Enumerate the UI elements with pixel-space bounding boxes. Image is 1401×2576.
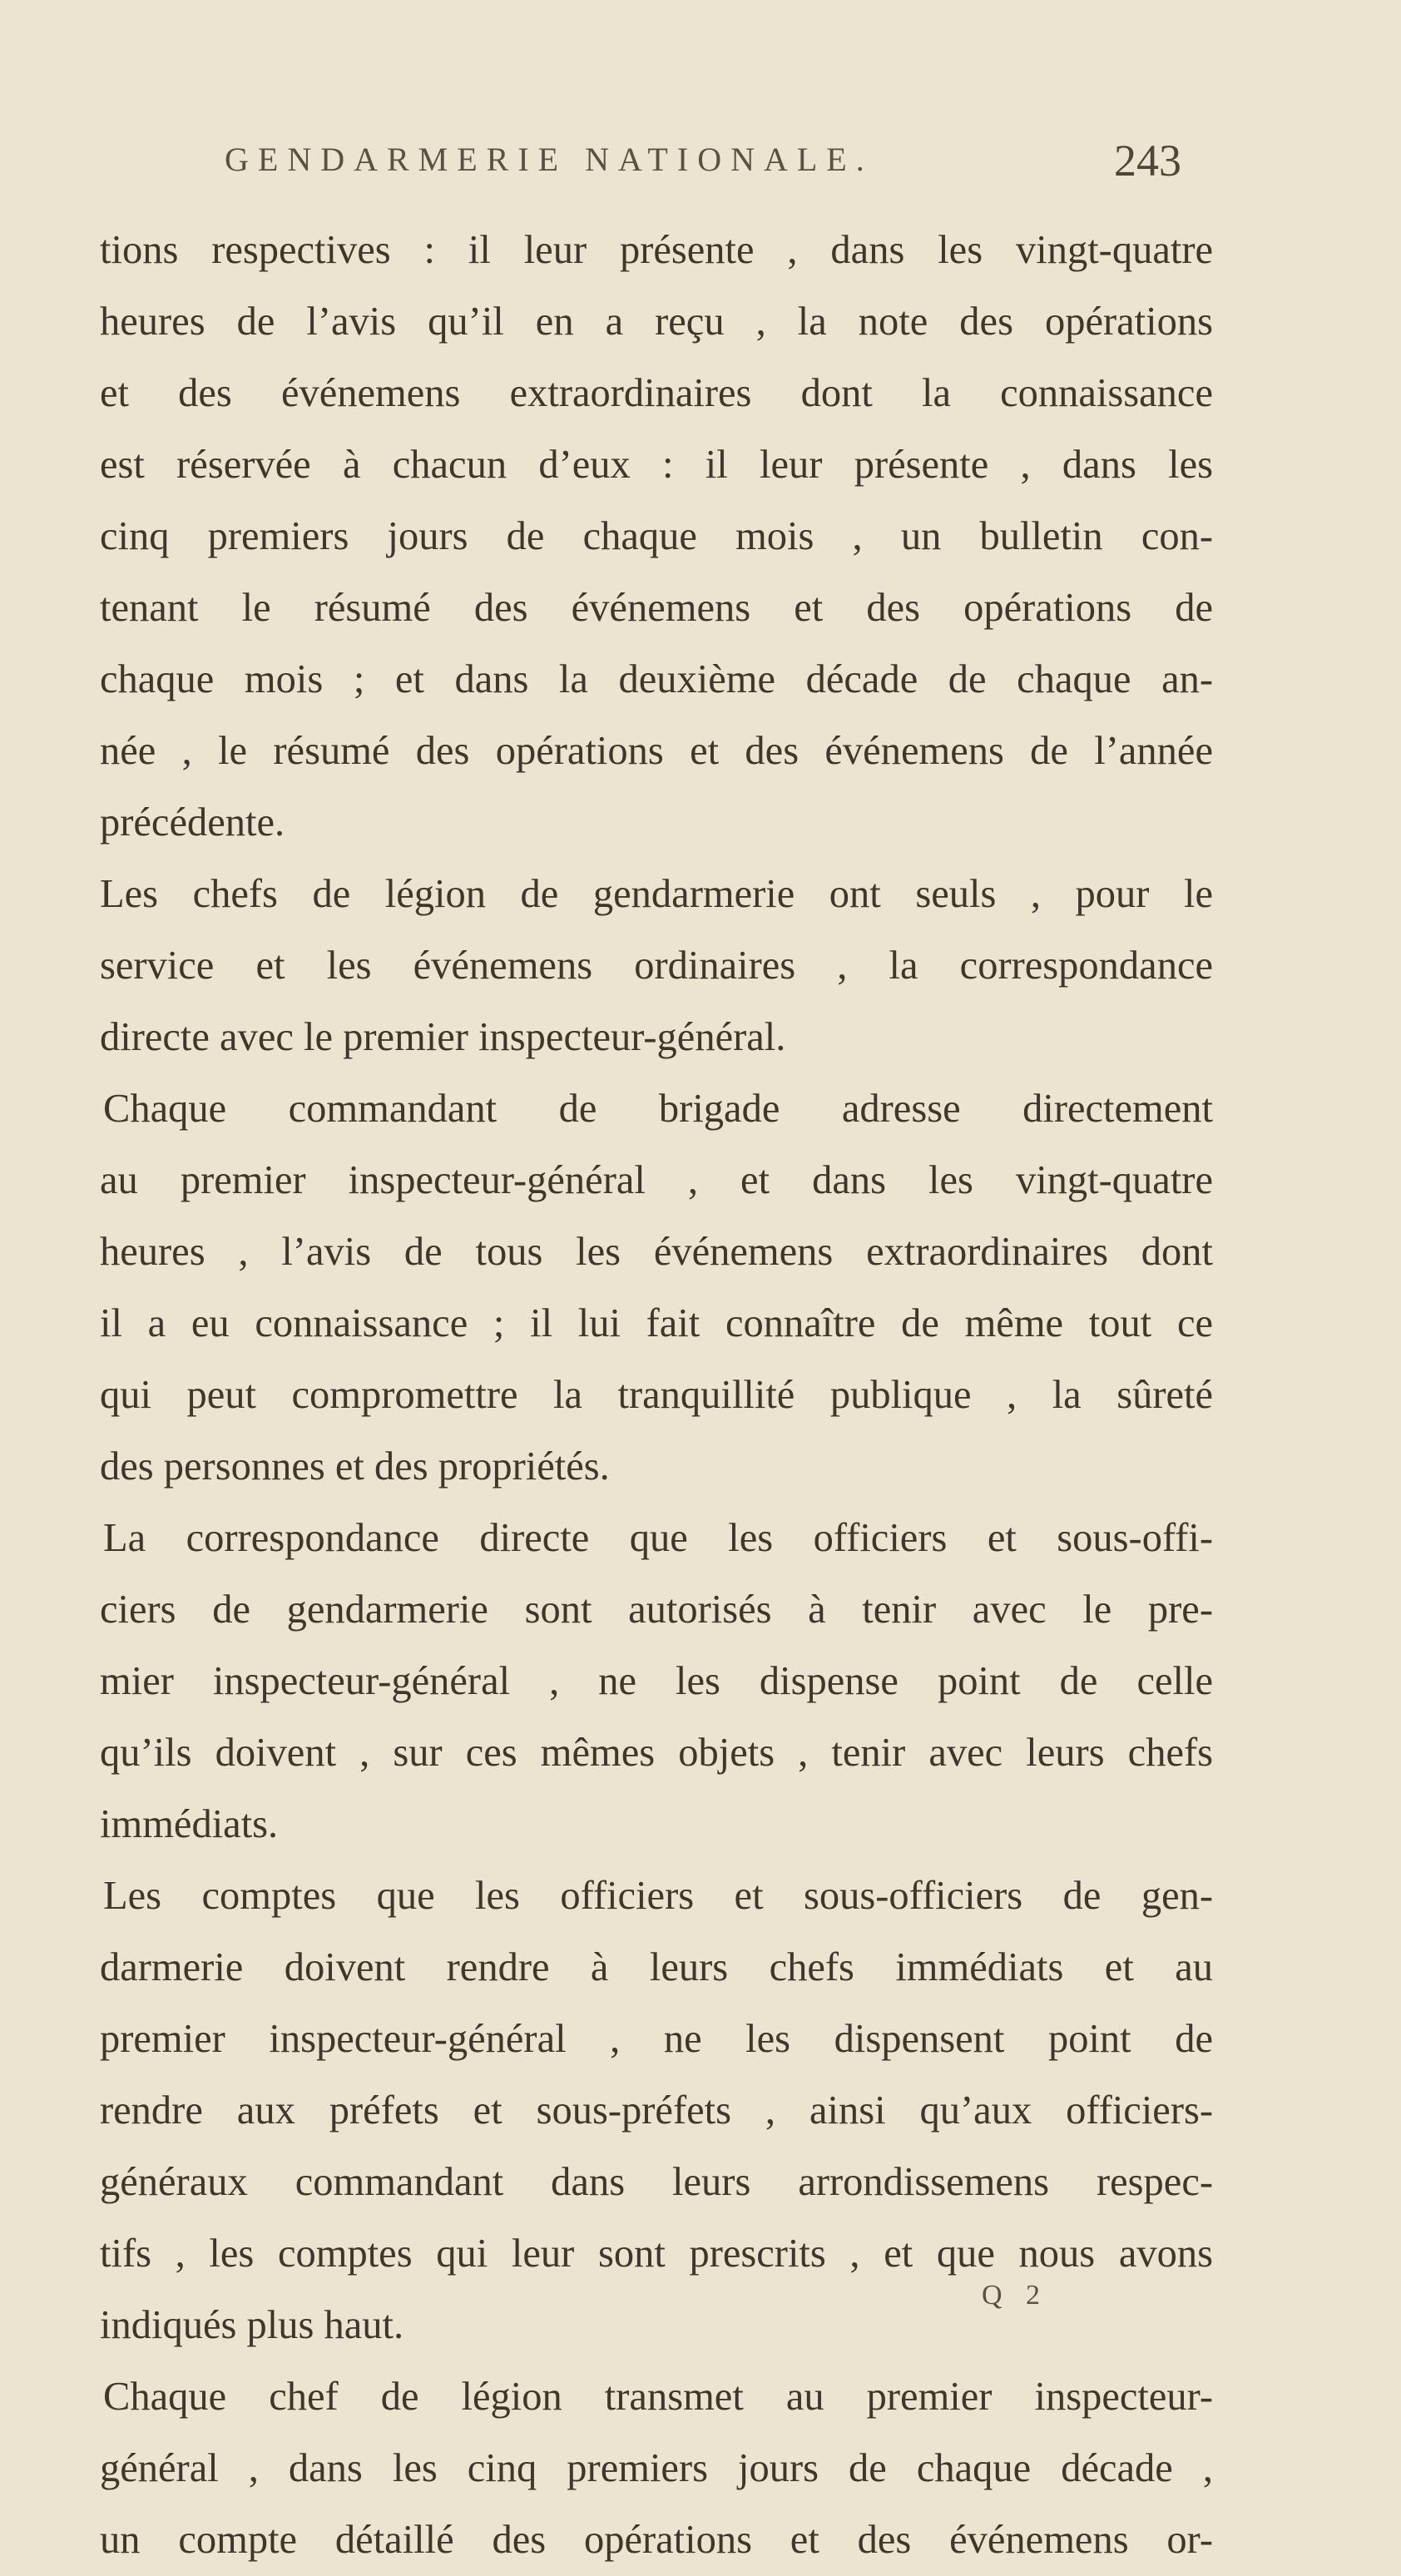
text-line: généraux commandant dans leurs arrondissemens respec-: [100, 2160, 1213, 2204]
text-line: immédiats.: [100, 1802, 279, 1846]
text-line: rendre aux préfets et sous-préfets , ainsi qu’aux officiers-: [100, 2088, 1213, 2133]
text-line: darmerie doivent rendre à leurs chefs immédiats et au: [100, 1945, 1213, 1989]
page-number: 243: [1114, 136, 1181, 186]
text-line: qu’ils doivent , sur ces mêmes objets , tenir avec leurs chefs: [100, 1731, 1213, 1775]
text-line: un compte détaillé des opérations et des événemens or-: [100, 2518, 1213, 2562]
text-line: La correspondance directe que les officiers et sous-offi-: [103, 1516, 1213, 1560]
text-line: mier inspecteur-général , ne les dispense point de celle: [100, 1659, 1213, 1703]
text-line: qui peut compromettre la tranquillité publique , la sûreté: [100, 1373, 1213, 1417]
text-line: chaque mois ; et dans la deuxième décade de chaque an-: [100, 657, 1213, 701]
signature-mark: Q 2: [982, 2280, 1049, 2311]
running-title: GENDARMERIE NATIONALE.: [225, 141, 874, 178]
text-line: précédente.: [100, 800, 285, 845]
text-line: directe avec le premier inspecteur-général.: [100, 1015, 786, 1059]
text-line: tenant le résumé des événemens et des opérations de: [100, 586, 1213, 630]
page-body: [100, 215, 1213, 2576]
text-line: ciers de gendarmerie sont autorisés à tenir avec le pre-: [100, 1588, 1213, 1632]
text-line: au premier inspecteur-général , et dans les vingt-quatre: [100, 1158, 1213, 1202]
text-line: il a eu connaissance ; il lui fait connaître de même tout ce: [100, 1301, 1213, 1345]
text-line: tions respectives : il leur présente , dans les vingt-quatre: [100, 228, 1213, 272]
running-head: [225, 136, 1181, 198]
text-line: est réservée à chacun d’eux : il leur présente , dans les: [100, 443, 1213, 487]
text-line: Les comptes que les officiers et sous-officiers de gen-: [103, 1874, 1213, 1918]
text-line: et des événemens extraordinaires dont la connaissance: [100, 371, 1213, 415]
text-line: général , dans les cinq premiers jours de chaque décade ,: [100, 2446, 1213, 2490]
text-line: premier inspecteur-général , ne les dispensent point de: [100, 2017, 1213, 2061]
text-line: Chaque chef de légion transmet au premier inspecteur-: [103, 2375, 1213, 2419]
text-line: cinq premiers jours de chaque mois , un bulletin con-: [100, 514, 1213, 558]
text-line: indiqués plus haut.: [100, 2303, 404, 2347]
text-line: service et les événemens ordinaires , la correspondance: [100, 944, 1213, 988]
text-line: heures , l’avis de tous les événemens extraordinaires dont: [100, 1230, 1213, 1274]
text-line: des personnes et des propriétés.: [100, 1444, 610, 1489]
text-line: heures de l’avis qu’il en a reçu , la note des opérations: [100, 300, 1213, 344]
text-line: Chaque commandant de brigade adresse directement: [103, 1087, 1213, 1131]
text-line: tifs , les comptes qui leur sont prescrits , et que nous avons: [100, 2232, 1213, 2276]
text-line: Les chefs de légion de gendarmerie ont seuls , pour le: [100, 872, 1213, 916]
text-line: née , le résumé des opérations et des événemens de l’année: [100, 729, 1213, 773]
